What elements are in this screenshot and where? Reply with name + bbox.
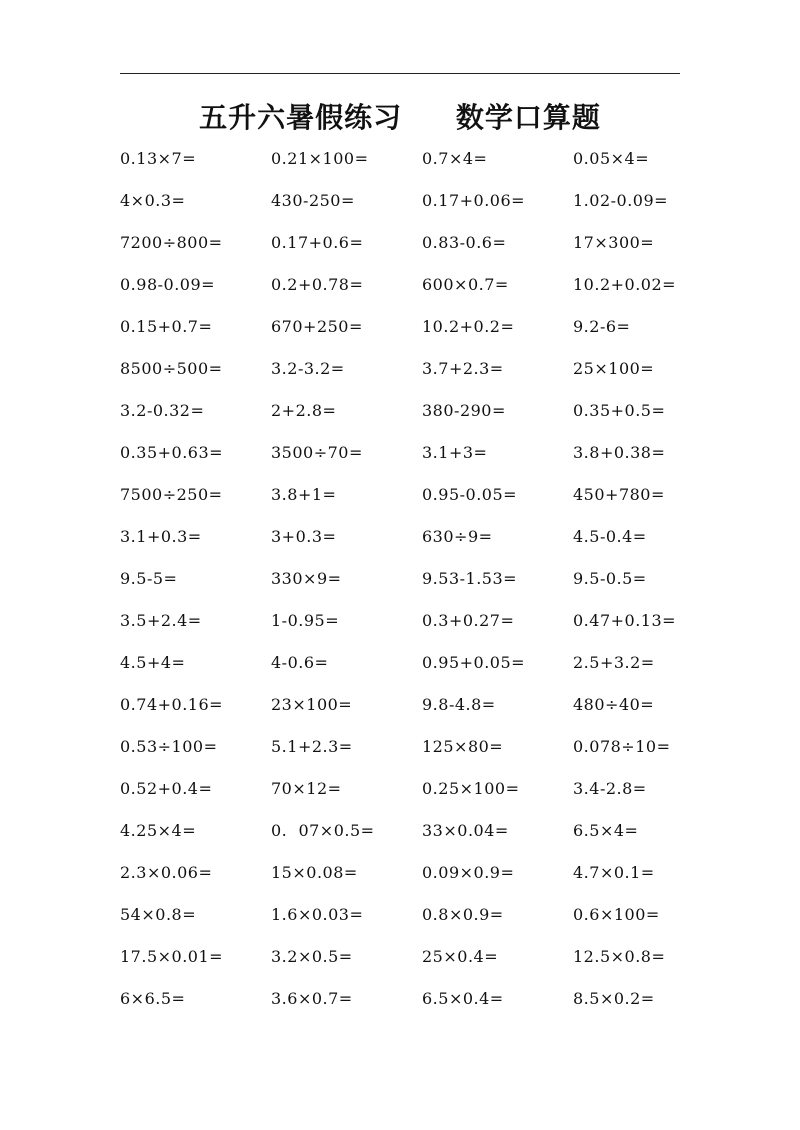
problem-item: 7500÷250= [120, 485, 223, 504]
problem-item: 15×0.08= [271, 863, 358, 882]
problem-item: 0.7×4= [422, 149, 488, 168]
problem-item: 3500÷70= [271, 443, 363, 462]
problem-item: 3.7+2.3= [422, 359, 504, 378]
problem-item: 33×0.04= [422, 821, 509, 840]
problem-item: 3.1+3= [422, 443, 488, 462]
problem-item: 6×6.5= [120, 989, 186, 1008]
problem-item: 0.83-0.6= [422, 233, 507, 252]
problem-item: 630÷9= [422, 527, 493, 546]
problem-item: 9.2-6= [573, 317, 631, 336]
problem-item: 10.2+0.2= [422, 317, 515, 336]
problem-item: 125×80= [422, 737, 504, 756]
problem-item: 0.3+0.27= [422, 611, 515, 630]
problem-item: 8500÷500= [120, 359, 223, 378]
problem-item: 0.21×100= [271, 149, 369, 168]
problem-item: 0.52+0.4= [120, 779, 213, 798]
problem-item: 2.3×0.06= [120, 863, 213, 882]
problem-item: 4.5+4= [120, 653, 186, 672]
problem-item: 3.8+0.38= [573, 443, 666, 462]
problem-item: 25×0.4= [422, 947, 499, 966]
problem-item: 70×12= [271, 779, 342, 798]
problem-item: 0.2+0.78= [271, 275, 364, 294]
problem-item: 0.98-0.09= [120, 275, 216, 294]
problem-item: 330×9= [271, 569, 342, 588]
problem-item: 23×100= [271, 695, 353, 714]
problem-item: 0.47+0.13= [573, 611, 677, 630]
problem-item: 6.5×4= [573, 821, 639, 840]
problem-item: 0.95-0.05= [422, 485, 518, 504]
worksheet-title: 五升六暑假练习 数学口算题 [199, 101, 601, 134]
problem-item: 3.8+1= [271, 485, 337, 504]
problem-item: 0.53÷100= [120, 737, 218, 756]
problem-item: 5.1+2.3= [271, 737, 353, 756]
problem-item: 450+780= [573, 485, 665, 504]
problem-item: 3.2×0.5= [271, 947, 353, 966]
problem-item: 10.2+0.02= [573, 275, 677, 294]
problem-item: 3.1+0.3= [120, 527, 202, 546]
problem-item: 0.13×7= [120, 149, 197, 168]
problem-item: 1-0.95= [271, 611, 340, 630]
problem-item: 12.5×0.8= [573, 947, 666, 966]
problem-item: 0.74+0.16= [120, 695, 224, 714]
problem-item: 25×100= [573, 359, 655, 378]
problem-item: 3.5+2.4= [120, 611, 202, 630]
problem-item: 0.6×100= [573, 905, 660, 924]
problem-item: 2.5+3.2= [573, 653, 655, 672]
problem-item: 17×300= [573, 233, 655, 252]
problem-item: 3.2-0.32= [120, 401, 205, 420]
problem-item: 3+0.3= [271, 527, 337, 546]
problem-item: 600×0.7= [422, 275, 509, 294]
problem-item: 0.09×0.9= [422, 863, 515, 882]
problem-item: 1.02-0.09= [573, 191, 669, 210]
problem-item: 0.15+0.7= [120, 317, 213, 336]
problem-item: 0. 07×0.5= [271, 821, 375, 840]
problem-item: 4.5-0.4= [573, 527, 647, 546]
problem-item: 1.6×0.03= [271, 905, 364, 924]
problem-item: 0.078÷10= [573, 737, 671, 756]
problem-item: 0.35+0.5= [573, 401, 666, 420]
problem-item: 0.95+0.05= [422, 653, 526, 672]
problem-item: 9.53-1.53= [422, 569, 518, 588]
problem-item: 0.17+0.6= [271, 233, 364, 252]
problem-item: 4×0.3= [120, 191, 186, 210]
problem-item: 0.8×0.9= [422, 905, 504, 924]
problem-item: 0.05×4= [573, 149, 650, 168]
problem-item: 4.7×0.1= [573, 863, 655, 882]
problem-item: 9.5-5= [120, 569, 178, 588]
problem-item: 4-0.6= [271, 653, 329, 672]
problem-grid [120, 144, 720, 1026]
problem-item: 0.35+0.63= [120, 443, 224, 462]
problem-item: 54×0.8= [120, 905, 197, 924]
problem-item: 480÷40= [573, 695, 655, 714]
problem-item: 9.5-0.5= [573, 569, 647, 588]
problem-item: 0.25×100= [422, 779, 520, 798]
problem-item: 4.25×4= [120, 821, 197, 840]
problem-item: 670+250= [271, 317, 363, 336]
problem-item: 8.5×0.2= [573, 989, 655, 1008]
problem-item: 3.4-2.8= [573, 779, 647, 798]
problem-item: 6.5×0.4= [422, 989, 504, 1008]
problem-item: 0.17+0.06= [422, 191, 526, 210]
problem-item: 3.2-3.2= [271, 359, 345, 378]
problem-item: 9.8-4.8= [422, 695, 496, 714]
problem-item: 430-250= [271, 191, 355, 210]
problem-item: 7200÷800= [120, 233, 223, 252]
problem-item: 3.6×0.7= [271, 989, 353, 1008]
problem-item: 380-290= [422, 401, 506, 420]
problem-item: 17.5×0.01= [120, 947, 224, 966]
problem-item: 2+2.8= [271, 401, 337, 420]
header-rule [120, 73, 680, 74]
